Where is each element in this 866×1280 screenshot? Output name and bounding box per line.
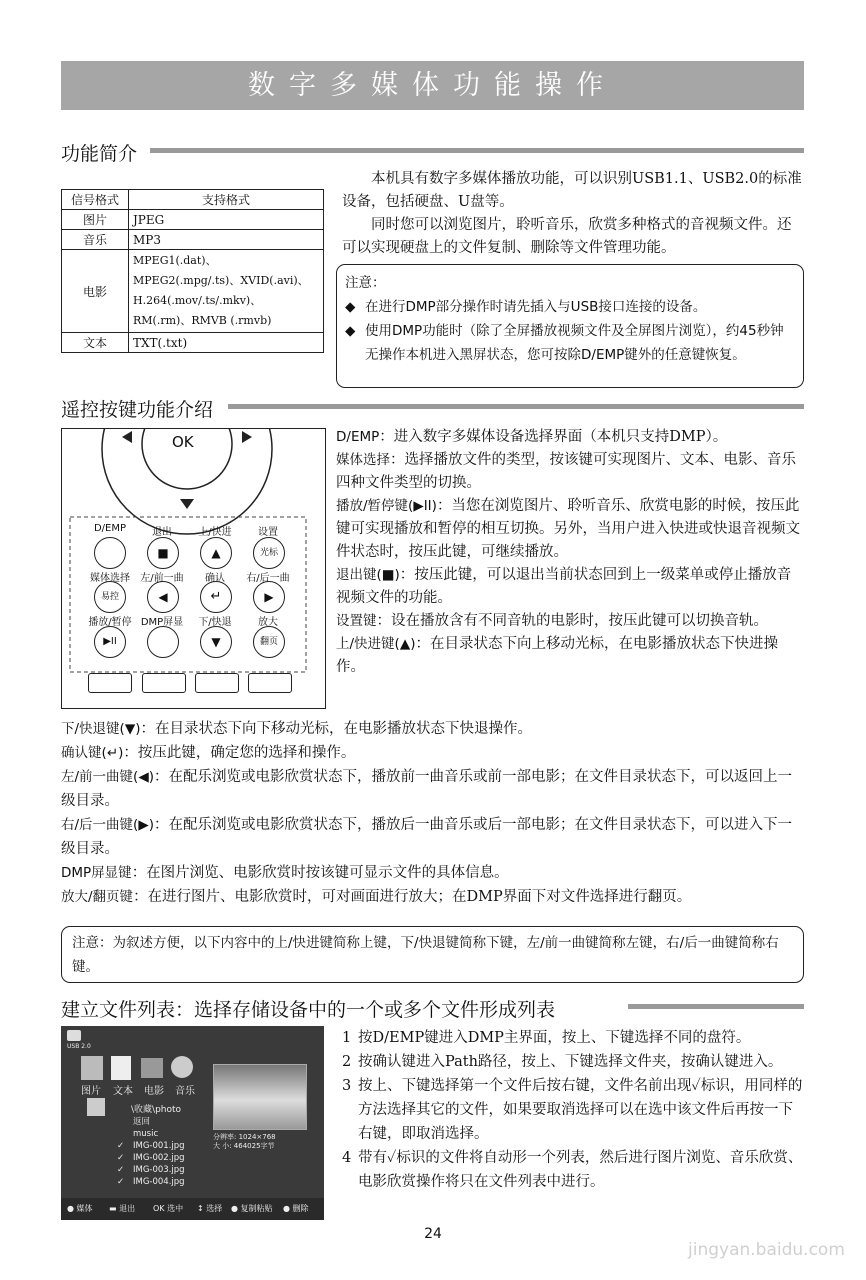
select-hint: OK 选中 (153, 1204, 184, 1213)
diamond-bullet-icon: ◆ (345, 323, 356, 339)
exit-hint: ▬ 退出 (109, 1204, 136, 1213)
size-info: 大 小: 464025字节 (213, 1142, 275, 1150)
note-item (345, 319, 793, 367)
category-label: 文本 (113, 1086, 133, 1097)
key-descriptions-full (61, 717, 804, 909)
label-play: 播放/暂停 (88, 617, 132, 628)
label-exit: 退出 (152, 527, 172, 538)
steps-list (342, 1026, 804, 1194)
label-down: 下/快退 (198, 617, 232, 628)
key-desc: 设置键：设在播放含有不同音轨的电影时，按压此键可以切换音轨。 (336, 613, 768, 629)
next-button[interactable]: ▶ (253, 581, 285, 613)
note-text: 使用DMP功能时（除了全屏播放视频文件及全屏图片浏览），约45秒钟无操作本机进入黑屏状态，您可按除D/EMP键外的任意键恢复。 (365, 323, 784, 363)
key-desc: 左/前一曲键(◀)：在配乐浏览或电影欣赏状态下，播放前一曲音乐或前一部电影；在文件目录状态下，可以返回上一级目录。 (61, 769, 792, 809)
display-button[interactable] (147, 626, 179, 658)
step-item: 1 按D/EMP键进入DMP主界面，按上、下键选择不同的盘符。 (342, 1030, 751, 1046)
table-cell: JPEG (129, 210, 324, 230)
list-item[interactable]: ✓ IMG-003.jpg (117, 1165, 185, 1175)
key-desc: D/EMP：进入数字多媒体设备选择界面（本机只支持DMP）。 (336, 429, 728, 445)
table-header-cell: 信号格式 (62, 190, 129, 210)
resolution-info: 分辨率: 1024×768 (213, 1133, 276, 1141)
note-title: 注意： (345, 275, 386, 291)
label-media: 媒体选择 (90, 573, 130, 584)
ok-button[interactable]: OK (172, 433, 194, 451)
table-row (62, 210, 324, 230)
table-cell: 文本 (62, 333, 129, 353)
table-header-row (62, 190, 324, 210)
category-label: 电影 (144, 1086, 164, 1097)
list-item[interactable]: 返回 (133, 1117, 151, 1127)
format-table (61, 189, 324, 353)
prev-button[interactable]: ◀ (147, 581, 179, 613)
section-rule (228, 404, 804, 409)
list-item[interactable]: ✓ IMG-004.jpg (117, 1177, 185, 1187)
note-box-abbrev (61, 926, 804, 983)
label-setup: 设置 (258, 527, 278, 538)
table-cell: 音乐 (62, 230, 129, 250)
label-zoom: 放大 (258, 617, 278, 628)
step-item: 2 按确认键进入Path路径，按上、下键选择文件夹，按确认键进入。 (342, 1054, 783, 1070)
folder-icon (67, 1030, 81, 1041)
color-button[interactable] (248, 673, 292, 693)
note-text: 注意：为叙述方便，以下内容中的上/快进键简称上键，下/快退键简称下键，左/前一曲键简称左键，右/后一曲键简称右键。 (72, 935, 779, 975)
note-item (345, 295, 793, 319)
key-desc: 播放/暂停键(▶II)：当您在浏览图片、聆听音乐、欣赏电影的时候，按压此键可实现播放和暂停的相互切换。另外，当用户进入快进或快退音视频文件状态时，按压此键，可继续播放。 (336, 498, 800, 560)
color-button[interactable] (88, 673, 132, 693)
step-item: 4 带有✓标识的文件将自动形一个列表，然后进行图片浏览、音乐欣赏、电影欣赏操作将只在文件列表中进行。 (342, 1150, 803, 1190)
diamond-bullet-icon: ◆ (345, 299, 356, 315)
key-desc: 退出键(■)：按压此键，可以退出当前状态回到上一级菜单或停止播放音视频文件的功能。 (336, 567, 792, 606)
media-hint: ● 媒体 (67, 1204, 93, 1213)
label-enter: 确认 (205, 573, 225, 584)
choose-hint: ↕ 选择 (197, 1204, 223, 1213)
list-item[interactable]: ✓ IMG-001.jpg (117, 1141, 185, 1151)
step-item: 3 按上、下键选择第一个文件后按右键，文件名前出现✓标识，用同样的方法选择其它的文件，如果要取消选择可以在选中该文件后再按一下右键，即取消选择。 (342, 1078, 803, 1142)
category-label: 音乐 (175, 1086, 195, 1097)
text-category-icon[interactable] (111, 1056, 131, 1080)
section-title-intro: 功能简介 (61, 143, 138, 165)
note-box (336, 264, 804, 388)
note-text: 在进行DMP部分操作时请先插入与USB接口连接的设备。 (365, 299, 707, 315)
dmp-screenshot (61, 1026, 324, 1220)
key-desc: 确认键(↵)：按压此键，确定您的选择和操作。 (61, 745, 356, 761)
label-display: DMP屏显 (140, 617, 184, 628)
checkmark-icon: ✓ (117, 1165, 125, 1175)
drive-icon (87, 1098, 105, 1116)
setup-button[interactable]: 光标 (253, 537, 285, 569)
remote-illustration (61, 428, 326, 709)
key-desc: 上/快进键(▲)：在目录状态下向上移动光标，在电影播放状态下快进操作。 (336, 636, 778, 675)
movie-category-icon[interactable] (141, 1058, 163, 1078)
photo-preview (213, 1064, 307, 1130)
play-pause-button[interactable]: ▶II (94, 626, 126, 658)
table-cell: MP3 (129, 230, 324, 250)
bottom-bar (61, 1198, 324, 1220)
key-desc: 放大/翻页键：在进行图片、电影欣赏时，可对画面进行放大；在DMP界面下对文件选择进行翻页。 (61, 889, 692, 905)
picture-category-icon[interactable] (81, 1056, 103, 1080)
page-banner: 数字多媒体功能操作 (61, 61, 804, 110)
table-cell: 电影 (62, 250, 129, 333)
label-prev: 左/前一曲 (140, 573, 184, 584)
stop-button[interactable]: ■ (147, 537, 179, 569)
label-up: 上/快进 (198, 527, 232, 538)
table-header-cell: 支持格式 (129, 190, 324, 210)
demp-button[interactable] (94, 537, 126, 569)
key-desc: DMP屏显键：在图片浏览、电影欣赏时按该键可显示文件的具体信息。 (61, 865, 509, 881)
usb-label: USB 2.0 (67, 1043, 91, 1050)
label-demp: D/EMP (93, 523, 127, 534)
file-list[interactable] (117, 1116, 185, 1188)
media-button[interactable]: 易控 (94, 581, 126, 613)
table-row (62, 250, 324, 333)
key-desc: 下/快退键(▼)：在目录状态下向下移动光标，在电影播放状态下快退操作。 (61, 721, 532, 737)
list-item[interactable]: ✓ IMG-002.jpg (117, 1153, 185, 1163)
color-button[interactable] (195, 673, 239, 693)
page-number: 24 (424, 1226, 442, 1242)
music-category-icon[interactable] (171, 1056, 193, 1078)
checkmark-icon: ✓ (117, 1153, 125, 1163)
list-item[interactable]: music (133, 1129, 159, 1139)
checkmark-icon: ✓ (117, 1141, 125, 1151)
checkmark-icon: ✓ (117, 1177, 125, 1187)
section-rule (628, 1004, 804, 1009)
key-descriptions (336, 426, 804, 679)
enter-button[interactable]: ↵ (200, 581, 232, 613)
intro-paragraph: 本机具有数字多媒体播放功能，可以识别USB1.1、USB2.0的标准设备，包括硬盘、U盘等。 (342, 171, 802, 210)
zoom-button[interactable]: 翻页 (253, 626, 285, 658)
section-rule (150, 148, 804, 153)
table-cell: 图片 (62, 210, 129, 230)
copy-hint: ● 复制粘贴 (231, 1204, 273, 1213)
table-row (62, 333, 324, 353)
delete-hint: ● 删除 (283, 1204, 309, 1213)
intro-paragraph: 同时您可以浏览图片，聆听音乐，欣赏多种格式的音视频文件。还可以实现硬盘上的文件复制、删除等文件管理功能。 (342, 217, 792, 256)
down-button[interactable]: ▼ (200, 626, 232, 658)
table-cell: MPEG1(.dat)、MPEG2(.mpg/.ts)、XVID(.avi)、H.264(.mov/.ts/.mkv)、RM(.rm)、RMVB (.rmvb) (129, 250, 324, 333)
color-button[interactable] (142, 673, 186, 693)
up-button[interactable]: ▲ (200, 537, 232, 569)
table-cell: TXT(.txt) (129, 333, 324, 353)
path-label: \收藏\photo (131, 1105, 182, 1115)
key-desc: 媒体选择：选择播放文件的类型，按该键可实现图片、文本、电影、音乐四种文件类型的切换。 (336, 452, 796, 491)
label-next: 右/后一曲 (246, 573, 290, 584)
category-label: 图片 (81, 1086, 101, 1097)
section-title-filelist: 建立文件列表：选择存储设备中的一个或多个文件形成列表 (61, 999, 556, 1021)
table-row (62, 230, 324, 250)
section-title-remote: 遥控按键功能介绍 (61, 399, 214, 421)
watermark: jingyan.baidu.com (688, 1240, 845, 1260)
key-desc: 右/后一曲键(▶)：在配乐浏览或电影欣赏状态下，播放后一曲音乐或后一部电影；在文件目录状态下，可以进入下一级目录。 (61, 817, 792, 857)
